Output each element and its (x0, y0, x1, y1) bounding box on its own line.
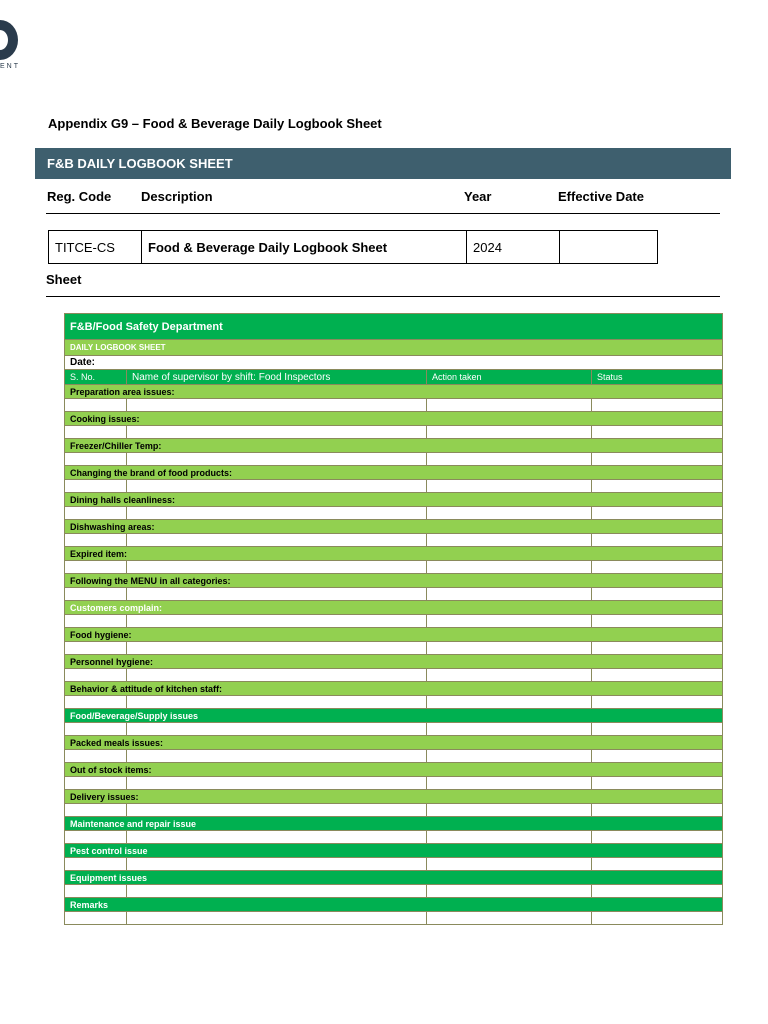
section-row (65, 493, 723, 507)
entry-action-cell[interactable] (427, 507, 592, 520)
entry-action-cell[interactable] (427, 804, 592, 817)
entry-supervisor-cell[interactable] (127, 858, 427, 871)
effective-date-label: Effective Date (558, 189, 644, 204)
entry-sno-cell[interactable] (65, 750, 127, 763)
entry-supervisor-cell[interactable] (127, 480, 427, 493)
section-row (65, 655, 723, 669)
entry-sno-cell[interactable] (65, 642, 127, 655)
logbook-subtitle: DAILY LOGBOOK SHEET (65, 340, 723, 356)
section-banner: F&B DAILY LOGBOOK SHEET (35, 148, 731, 179)
entry-action-cell[interactable] (427, 885, 592, 898)
entry-row (65, 615, 723, 628)
entry-action-cell[interactable] (427, 750, 592, 763)
entry-status-cell[interactable] (592, 858, 723, 871)
entry-action-cell[interactable] (427, 912, 592, 925)
year-value: 2024 (467, 231, 560, 264)
entry-action-cell[interactable] (427, 858, 592, 871)
reg-code-label: Reg. Code (47, 189, 112, 204)
registration-table (48, 230, 658, 264)
company-logo (0, 20, 20, 60)
entry-status-cell[interactable] (592, 561, 723, 574)
entry-sno-cell[interactable] (65, 534, 127, 547)
reg-code-value: TITCE-CS (49, 231, 142, 264)
section-row (65, 736, 723, 750)
entry-action-cell[interactable] (427, 831, 592, 844)
entry-row (65, 885, 723, 898)
section-row (65, 763, 723, 777)
department-title: F&B/Food Safety Department (65, 314, 723, 340)
entry-row (65, 507, 723, 520)
entry-row (65, 750, 723, 763)
entry-sno-cell[interactable] (65, 804, 127, 817)
section-label: Dishwashing areas: (65, 520, 723, 534)
section-label: Expired item: (65, 547, 723, 561)
section-label: Packed meals issues: (65, 736, 723, 750)
section-label: Cooking issues: (65, 412, 723, 426)
entry-status-cell[interactable] (592, 534, 723, 547)
entry-sno-cell[interactable] (65, 858, 127, 871)
entry-supervisor-cell[interactable] (127, 588, 427, 601)
entry-row (65, 804, 723, 817)
entry-status-cell[interactable] (592, 696, 723, 709)
sheet-divider (46, 296, 720, 297)
section-label: Food/Beverage/Supply issues (65, 709, 723, 723)
section-row (65, 682, 723, 696)
entry-action-cell[interactable] (427, 399, 592, 412)
col-sno: S. No. (65, 370, 127, 385)
logo-tagline: ENT (0, 63, 20, 70)
section-row (65, 817, 723, 831)
entry-status-cell[interactable] (592, 912, 723, 925)
entry-supervisor-cell[interactable] (127, 669, 427, 682)
description-value: Food & Beverage Daily Logbook Sheet (142, 231, 467, 264)
entry-status-cell[interactable] (592, 426, 723, 439)
entry-status-cell[interactable] (592, 804, 723, 817)
date-field[interactable]: Date: (65, 356, 723, 370)
entry-status-cell[interactable] (592, 723, 723, 736)
entry-row (65, 669, 723, 682)
entry-supervisor-cell[interactable] (127, 534, 427, 547)
entry-sno-cell[interactable] (65, 561, 127, 574)
entry-row (65, 426, 723, 439)
entry-row (65, 399, 723, 412)
section-row (65, 871, 723, 885)
entry-supervisor-cell[interactable] (127, 750, 427, 763)
section-row (65, 601, 723, 615)
entry-row (65, 831, 723, 844)
entry-supervisor-cell[interactable] (127, 453, 427, 466)
entry-action-cell[interactable] (427, 615, 592, 628)
effective-date-value[interactable] (560, 231, 658, 264)
entry-status-cell[interactable] (592, 615, 723, 628)
entry-action-cell[interactable] (427, 777, 592, 790)
entry-status-cell[interactable] (592, 750, 723, 763)
entry-row (65, 912, 723, 925)
section-row (65, 898, 723, 912)
entry-row (65, 723, 723, 736)
entry-sno-cell[interactable] (65, 426, 127, 439)
entry-supervisor-cell[interactable] (127, 912, 427, 925)
description-label: Description (141, 189, 213, 204)
entry-status-cell[interactable] (592, 399, 723, 412)
section-row (65, 574, 723, 588)
logbook-table (64, 313, 723, 925)
entry-supervisor-cell[interactable] (127, 723, 427, 736)
entry-status-cell[interactable] (592, 507, 723, 520)
appendix-title: Appendix G9 – Food & Beverage Daily Logbook Sheet (48, 116, 382, 131)
entry-action-cell[interactable] (427, 669, 592, 682)
entry-status-cell[interactable] (592, 588, 723, 601)
entry-supervisor-cell[interactable] (127, 426, 427, 439)
entry-sno-cell[interactable] (65, 696, 127, 709)
section-label: Behavior & attitude of kitchen staff: (65, 682, 723, 696)
entry-supervisor-cell[interactable] (127, 804, 427, 817)
entry-supervisor-cell[interactable] (127, 777, 427, 790)
entry-supervisor-cell[interactable] (127, 831, 427, 844)
entry-sno-cell[interactable] (65, 615, 127, 628)
entry-supervisor-cell[interactable] (127, 885, 427, 898)
entry-action-cell[interactable] (427, 480, 592, 493)
section-row (65, 439, 723, 453)
entry-sno-cell[interactable] (65, 399, 127, 412)
entry-sno-cell[interactable] (65, 453, 127, 466)
section-label: Delivery issues: (65, 790, 723, 804)
section-label: Customers complain: (65, 601, 723, 615)
entry-sno-cell[interactable] (65, 588, 127, 601)
section-label: Freezer/Chiller Temp: (65, 439, 723, 453)
section-row (65, 628, 723, 642)
entry-row (65, 858, 723, 871)
header-divider (46, 213, 720, 214)
entry-status-cell[interactable] (592, 480, 723, 493)
entry-supervisor-cell[interactable] (127, 399, 427, 412)
entry-supervisor-cell[interactable] (127, 696, 427, 709)
entry-row (65, 561, 723, 574)
entry-status-cell[interactable] (592, 453, 723, 466)
col-status: Status (592, 370, 723, 385)
entry-row (65, 534, 723, 547)
section-label: Maintenance and repair issue (65, 817, 723, 831)
entry-row (65, 777, 723, 790)
entry-row (65, 480, 723, 493)
entry-sno-cell[interactable] (65, 831, 127, 844)
entry-sno-cell[interactable] (65, 480, 127, 493)
year-label: Year (464, 189, 492, 204)
entry-action-cell[interactable] (427, 453, 592, 466)
entry-action-cell[interactable] (427, 561, 592, 574)
entry-action-cell[interactable] (427, 588, 592, 601)
entry-supervisor-cell[interactable] (127, 615, 427, 628)
section-row (65, 412, 723, 426)
entry-row (65, 696, 723, 709)
entry-supervisor-cell[interactable] (127, 507, 427, 520)
entry-action-cell[interactable] (427, 426, 592, 439)
entry-action-cell[interactable] (427, 642, 592, 655)
section-label: Equipment issues (65, 871, 723, 885)
entry-action-cell[interactable] (427, 723, 592, 736)
section-label: Dining halls cleanliness: (65, 493, 723, 507)
col-supervisor: Name of supervisor by shift: Food Inspectors (127, 370, 427, 385)
section-row (65, 385, 723, 399)
section-row (65, 547, 723, 561)
section-label: Changing the brand of food products: (65, 466, 723, 480)
entry-sno-cell[interactable] (65, 885, 127, 898)
entry-supervisor-cell[interactable] (127, 561, 427, 574)
entry-supervisor-cell[interactable] (127, 642, 427, 655)
section-label: Preparation area issues: (65, 385, 723, 399)
entry-action-cell[interactable] (427, 696, 592, 709)
entry-sno-cell[interactable] (65, 669, 127, 682)
entry-sno-cell[interactable] (65, 777, 127, 790)
sheet-label: Sheet (46, 272, 82, 287)
entry-status-cell[interactable] (592, 669, 723, 682)
section-row (65, 520, 723, 534)
section-label: Food hygiene: (65, 628, 723, 642)
entry-row (65, 642, 723, 655)
entry-row (65, 453, 723, 466)
section-row (65, 709, 723, 723)
section-row (65, 466, 723, 480)
section-row (65, 790, 723, 804)
entry-sno-cell[interactable] (65, 723, 127, 736)
entry-status-cell[interactable] (592, 831, 723, 844)
entry-sno-cell[interactable] (65, 912, 127, 925)
entry-status-cell[interactable] (592, 642, 723, 655)
entry-sno-cell[interactable] (65, 507, 127, 520)
section-label: Following the MENU in all categories: (65, 574, 723, 588)
section-label: Personnel hygiene: (65, 655, 723, 669)
entry-status-cell[interactable] (592, 885, 723, 898)
col-action: Action taken (427, 370, 592, 385)
section-label: Out of stock items: (65, 763, 723, 777)
section-row (65, 844, 723, 858)
section-label: Remarks (65, 898, 723, 912)
section-label: Pest control issue (65, 844, 723, 858)
entry-row (65, 588, 723, 601)
entry-action-cell[interactable] (427, 534, 592, 547)
entry-status-cell[interactable] (592, 777, 723, 790)
